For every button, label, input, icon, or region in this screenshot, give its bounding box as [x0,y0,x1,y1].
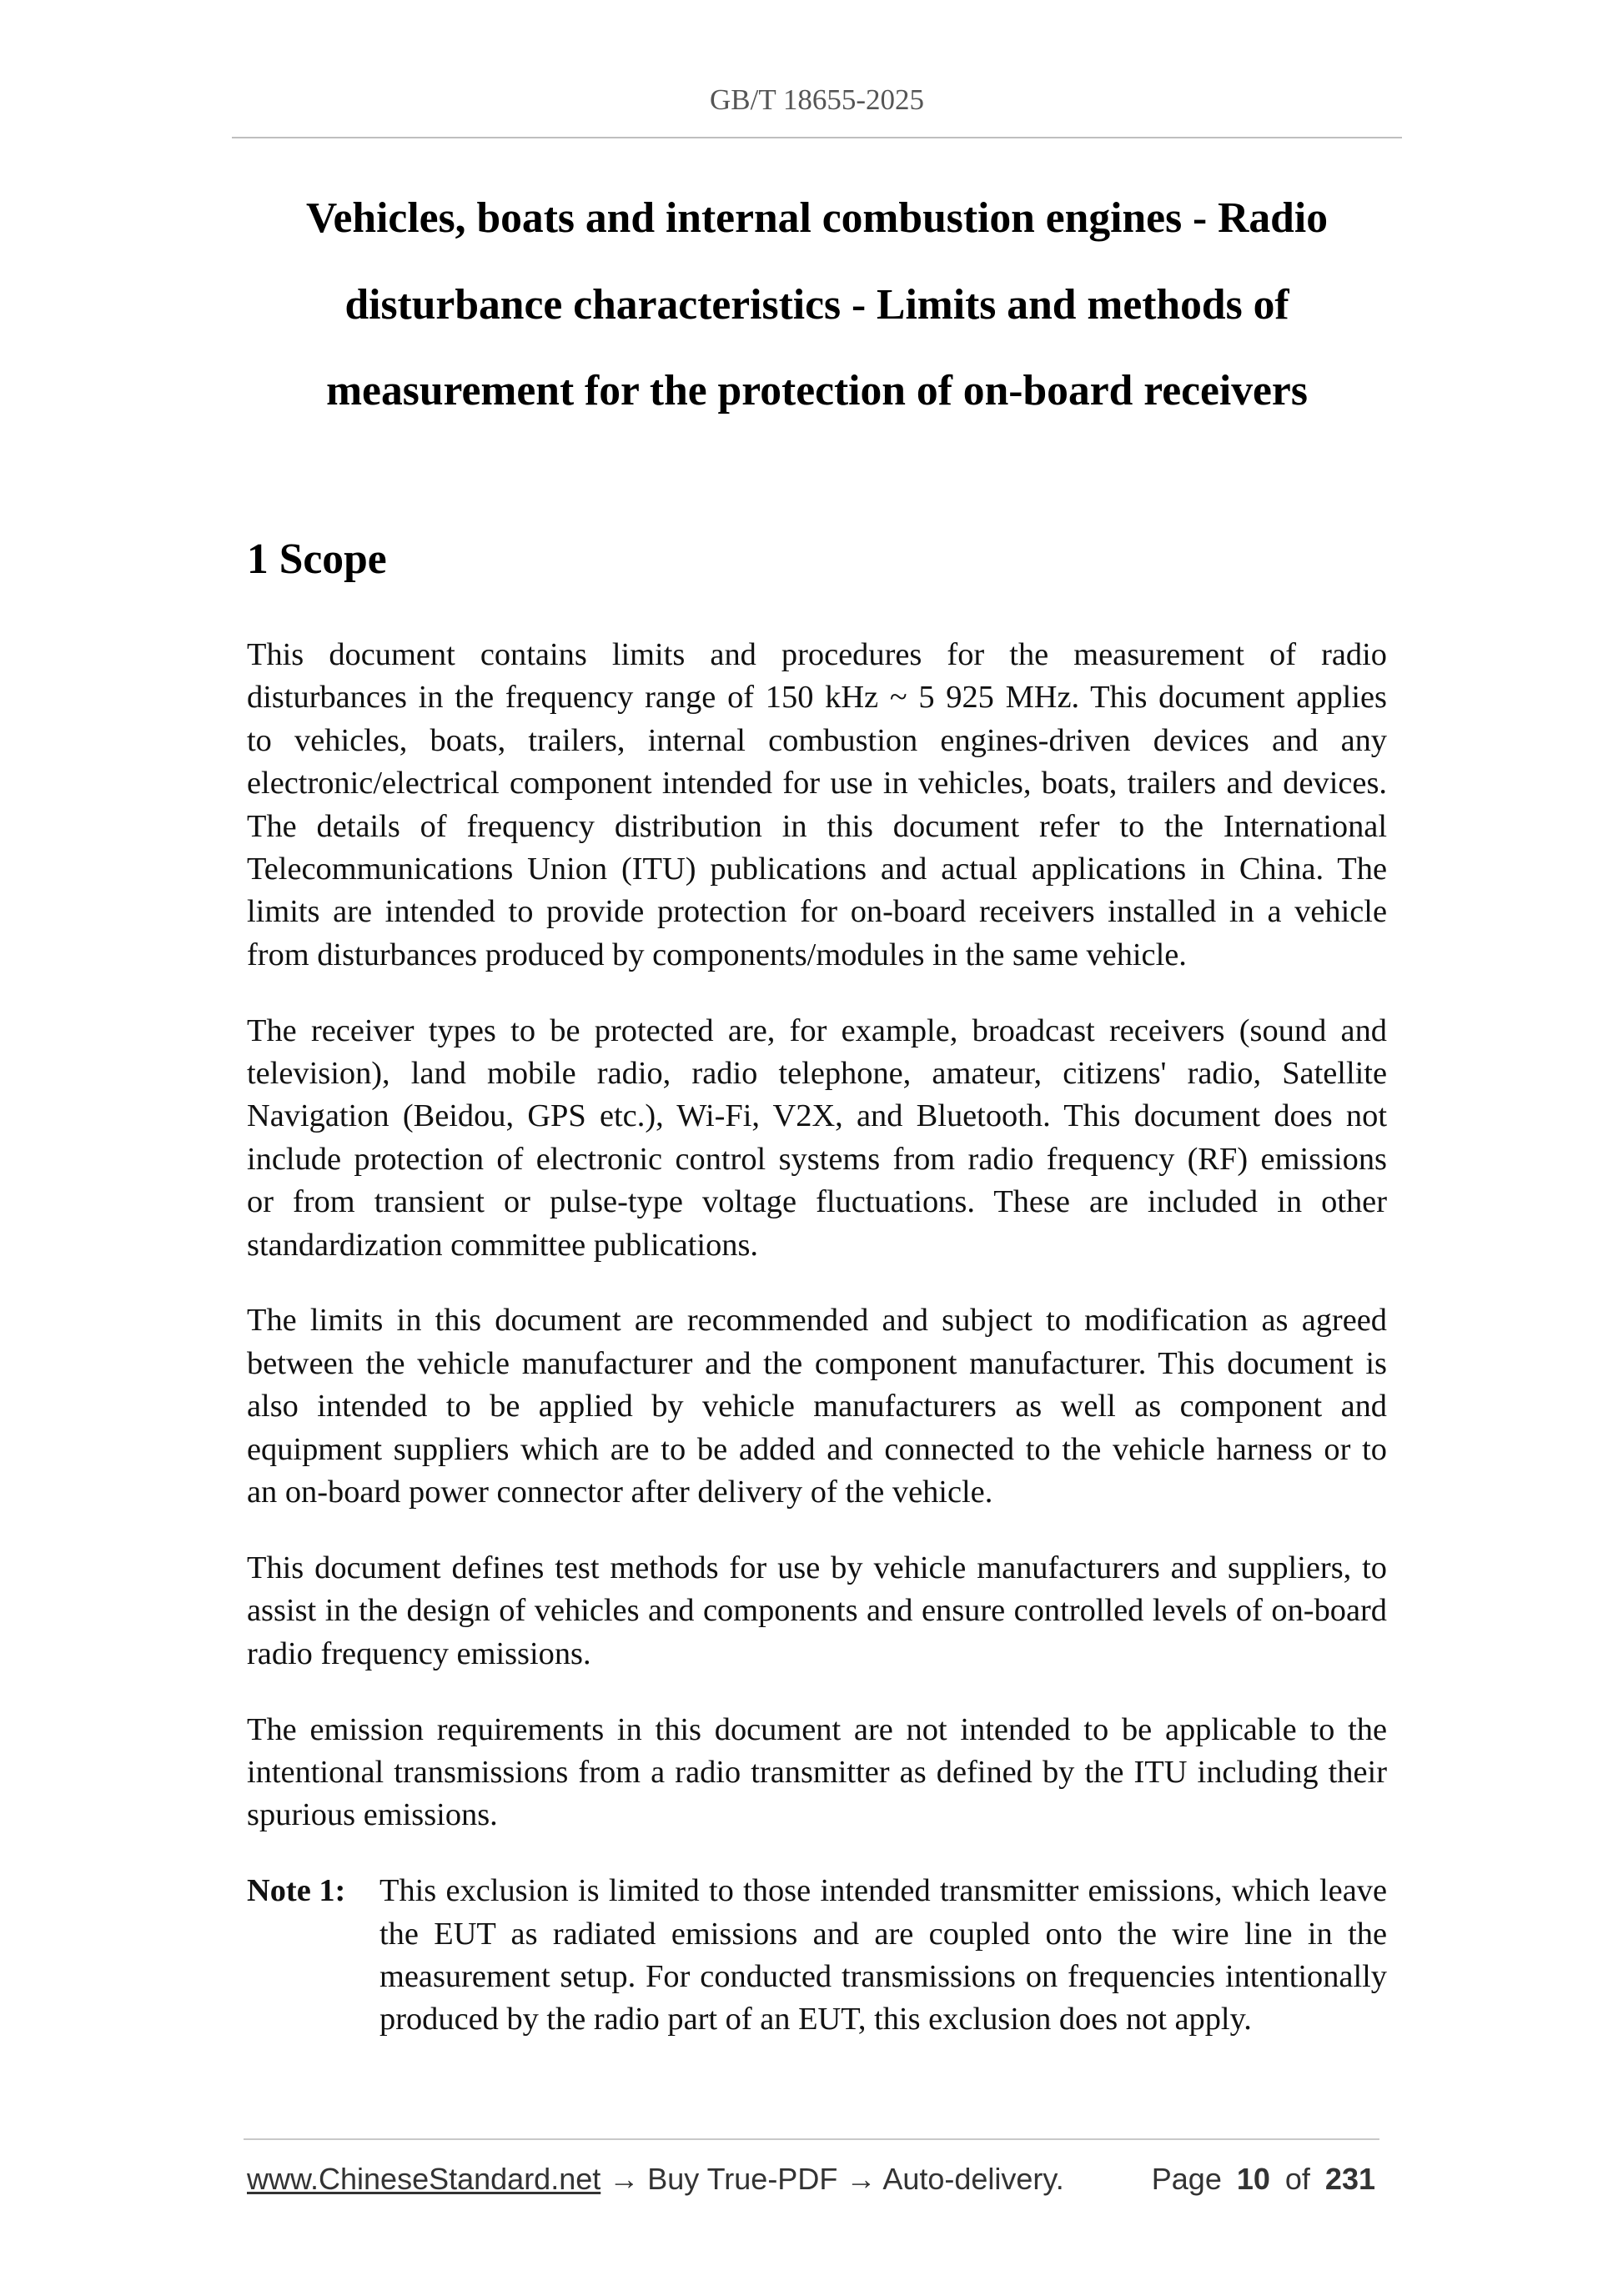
note-text [379,1870,1387,2042]
page-counter [1152,2161,1375,2198]
document-title [232,175,1402,435]
paragraph-line: This document defines test methods for use by vehicle manufacturers and suppliers, to [247,1550,1387,1585]
paragraph-line: include protection of electronic control systems from radio frequency (RF) emissions [247,1141,1387,1177]
paragraph-line: intentional transmissions from a radio transmitter as defined by the ITU including their [247,1754,1387,1790]
paragraph-line: standardization committee publications. [247,1227,759,1263]
paragraph-line: television), land mobile radio, radio telephone, amateur, citizens' radio, Satellite [247,1056,1387,1092]
title-line: disturbance characteristics - Limits and methods of [344,280,1289,329]
title-line: measurement for the protection of on-board receivers [326,367,1308,414]
paragraph-line: to vehicles, boats, trailers, internal combustion engines-driven devices and any [247,722,1387,758]
header-rule [232,137,1402,138]
paragraph-line: The details of frequency distribution in this document refer to the International [247,808,1387,844]
paragraph [247,1010,1387,1267]
paragraph-line: This document contains limits and procedures for the measurement of radio [247,637,1387,672]
paragraph [247,1547,1387,1676]
chinesestandard-link[interactable]: www.ChineseStandard.net [247,2162,601,2196]
paragraph-line: disturbances in the frequency range of 150 kHz ~ 5 925 MHz. This document applies [247,680,1387,716]
paragraph-line: also intended to be applied by vehicle manufacturers as well as component and [247,1389,1387,1424]
section-heading: 1 Scope [247,535,387,583]
page-of-label: of [1284,2162,1310,2196]
paragraph-line: limits are intended to provide protection for on-board receivers installed in a vehicle [247,894,1387,930]
title-line: Vehicles, boats and internal combustion engines - Radio [305,194,1329,242]
note-label: Note 1: [247,1873,346,1909]
paragraph [247,634,1387,977]
page-label: Page [1151,2162,1222,2196]
note-line: This exclusion is limited to those intended transmitter emissions, which leave [379,1873,1387,1909]
paragraph-line: between the vehicle manufacturer and the component manufacturer. This document is [247,1345,1387,1381]
paragraph-line: equipment suppliers which are to be added and connected to the vehicle harness or to [247,1431,1387,1467]
paragraph-line: electronic/electrical component intended for use in vehicles, boats, trailers and devices. [247,766,1387,801]
paragraph-line: Telecommunications Union (ITU) publications and actual applications in China. The [247,852,1387,887]
page-total: 231 [1324,2162,1375,2196]
paragraph-line: from disturbances produced by components/modules in the same vehicle. [247,937,1187,972]
paragraph [247,1709,1387,1837]
paragraph-line: The emission requirements in this document are not intended to be applicable to the [247,1711,1387,1747]
paragraph-line: assist in the design of vehicles and components and ensure controlled levels of on-board [247,1593,1387,1629]
section-body [247,634,1387,2042]
paragraph-line: The limits in this document are recommended and subject to modification as agreed [247,1303,1387,1339]
paragraph-line: or from transient or pulse-type voltage fluctuations. These are included in other [247,1184,1387,1220]
paragraph-line: Navigation (Beidou, GPS etc.), Wi-Fi, V2X, and Bluetooth. This document does not [247,1098,1387,1134]
page-current: 10 [1236,2162,1270,2196]
paragraph-line: radio frequency emissions. [247,1635,591,1671]
footer-promo [247,2161,1064,2198]
note [247,1870,1387,2042]
paragraph-line: spurious emissions. [247,1797,498,1833]
footer-tagline: → Buy True-PDF → Auto-delivery. [609,2162,1064,2196]
paragraph [247,1299,1387,1514]
footer-rule [244,2138,1379,2140]
note-line: produced by the radio part of an EUT, this exclusion does not apply. [379,2002,1252,2037]
note-line: measurement setup. For conducted transmissions on frequencies intentionally [379,1958,1387,1994]
paragraph-line: an on-board power connector after delivery of the vehicle. [247,1475,993,1510]
header-doc-number: GB/T 18655-2025 [710,83,924,116]
paragraph-line: The receiver types to be protected are, for example, broadcast receivers (sound and [247,1012,1387,1048]
note-line: the EUT as radiated emissions and are coupled onto the wire line in the [379,1916,1387,1952]
